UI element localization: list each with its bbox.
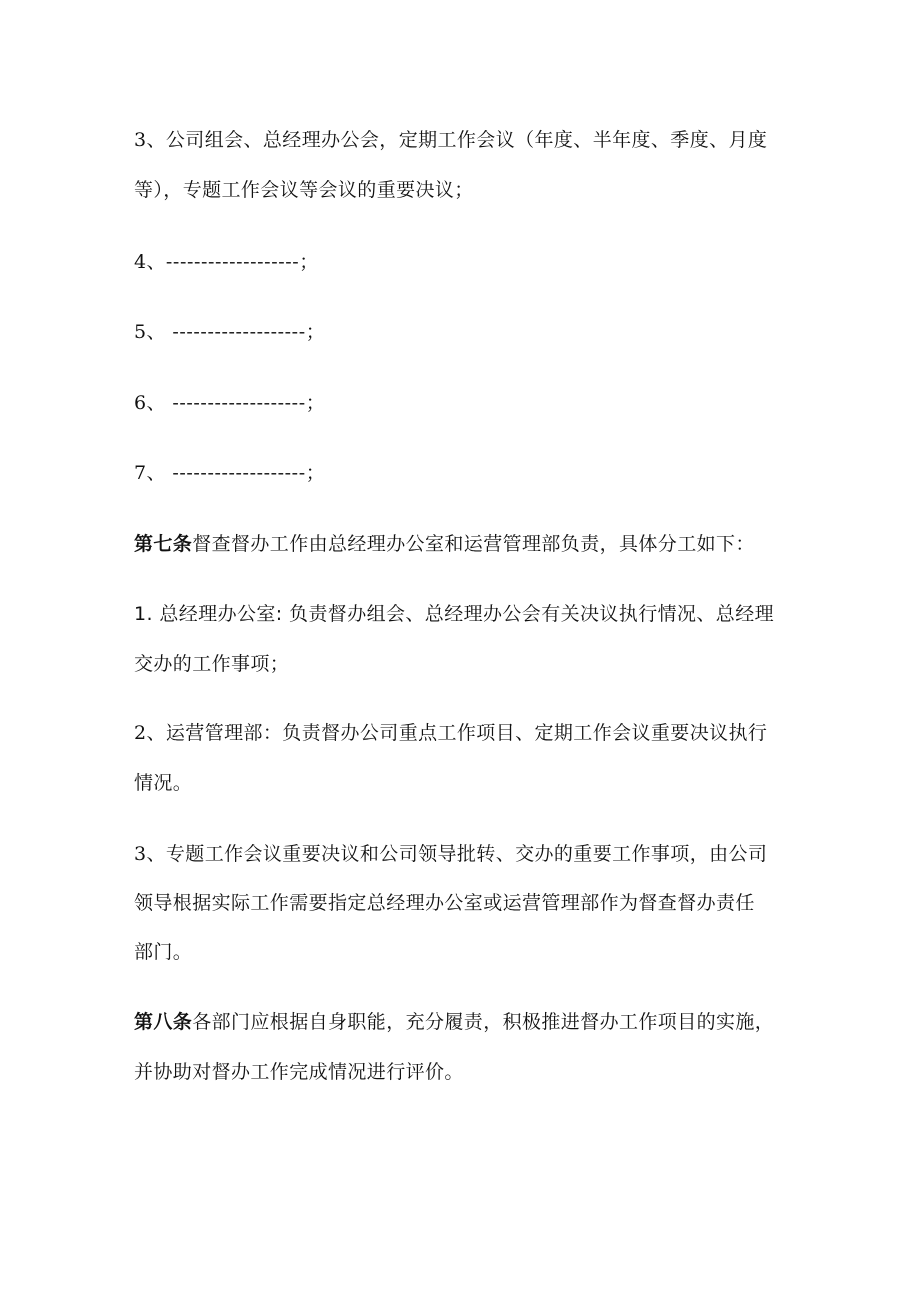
article-7-line xyxy=(134,532,755,556)
item-4-end: ； xyxy=(299,251,319,273)
item-6-dashes: ------------------- xyxy=(172,392,306,414)
subitem-2-line-2: 情况。 xyxy=(134,772,193,794)
subitem-2-line-1 xyxy=(134,721,767,745)
item-3-line-1 xyxy=(134,128,767,152)
item-5-end: ； xyxy=(305,321,326,343)
item-6-number: 6 xyxy=(134,392,147,414)
subitem-3-line-1 xyxy=(134,842,767,866)
subitem-2-number: 2 xyxy=(134,722,147,744)
item-7-number: 7 xyxy=(134,462,147,484)
item-3-line-2: 等），专题工作会议等会议的重要决议； xyxy=(134,179,474,201)
subitem-2-text-line-1: 、运营管理部：负责督办公司重点工作项目、定期工作会议重要决议执行 xyxy=(146,722,768,744)
item-4-dashes: ------------------- xyxy=(165,251,300,273)
article-7-text: 督查督办工作由总经理办公室和运营管理部负责，具体分工如下： xyxy=(192,533,755,555)
item-7-separator: 、 xyxy=(146,462,173,484)
item-6-end: ； xyxy=(305,392,326,414)
article-7-label: 第七条 xyxy=(134,533,193,555)
item-5-dashes: ------------------- xyxy=(172,321,306,343)
subitem-3-text-line-1: 、专题工作会议重要决议和公司领导批转、交办的重要工作事项，由公司 xyxy=(146,843,768,865)
article-8-line-1 xyxy=(134,1010,774,1034)
article-8-line-2: 并协助对督办工作完成情况进行评价。 xyxy=(134,1061,464,1083)
subitem-3-number: 3 xyxy=(134,843,147,865)
subitem-3-line-3: 部门。 xyxy=(134,941,193,963)
item-4-line xyxy=(134,250,319,274)
item-4-number: 4 xyxy=(134,251,147,273)
item-4-separator: 、 xyxy=(146,251,166,273)
article-8-label: 第八条 xyxy=(134,1011,193,1033)
item-7-end: ； xyxy=(305,462,326,484)
item-7-line xyxy=(134,461,325,485)
item-5-line xyxy=(134,320,325,344)
item-5-number: 5 xyxy=(134,321,147,343)
item-6-separator: 、 xyxy=(146,392,173,414)
item-3-number: 3 xyxy=(134,129,147,151)
item-3-text-line-1: 、公司组会、总经理办公会，定期工作会议（年度、半年度、季度、月度 xyxy=(146,129,768,151)
subitem-1-line-2: 交办的工作事项； xyxy=(134,653,290,675)
article-8-text-line-1: 各部门应根据自身职能，充分履责，积极推进督办工作项目的实施， xyxy=(192,1011,775,1033)
subitem-3-line-2: 领导根据实际工作需要指定总经理办公室或运营管理部作为督查督办责任 xyxy=(134,892,755,914)
item-6-line xyxy=(134,391,325,415)
item-5-separator: 、 xyxy=(146,321,173,343)
subitem-1-line-1: 1. 总经理办公室: 负责督办组会、总经理办公会有关决议执行情况、总经理 xyxy=(134,603,775,625)
item-7-dashes: ------------------- xyxy=(172,462,306,484)
